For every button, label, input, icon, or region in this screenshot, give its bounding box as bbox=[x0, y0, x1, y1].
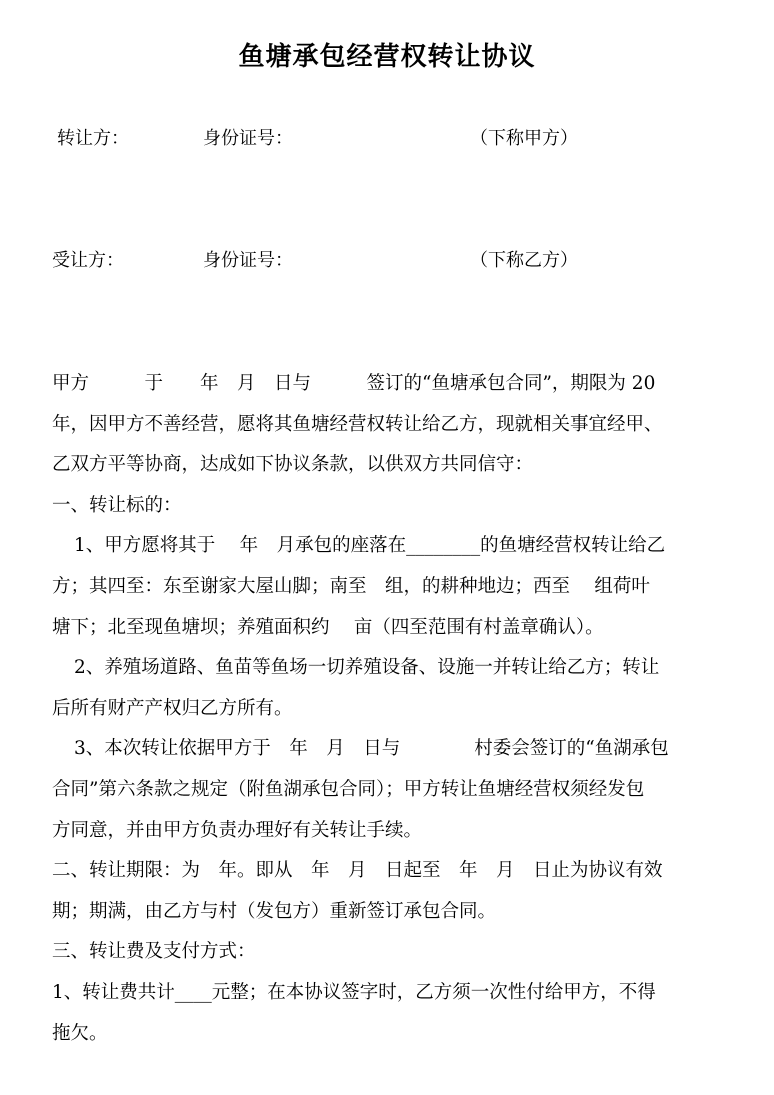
document-title: 鱼塘承包经营权转让协议 bbox=[238, 42, 536, 72]
body-line: 后所有财产产权归乙方所有。 bbox=[52, 697, 293, 719]
body-line: 拖欠。 bbox=[52, 1022, 108, 1044]
section-heading-1: 一、转让标的： bbox=[52, 494, 182, 516]
section-heading-2: 二、转让期限：为 年。即从 年 月 日起至 年 月 日止为协议有效 bbox=[52, 860, 663, 882]
body-line: 期；期满，由乙方与村（发包方）重新签订承包合同。 bbox=[52, 900, 497, 922]
body-line: 塘下；北至现鱼塘坝；养殖面积约 亩（四至范围有村盖章确认）。 bbox=[52, 616, 604, 638]
body-line: 方；其四至：东至谢家大屋山脚；南至 组，的耕种地边；西至 组荷叶 bbox=[52, 575, 650, 597]
section-heading-3: 三、转让费及支付方式： bbox=[52, 941, 256, 963]
transferor-alias: （下称甲方） bbox=[470, 128, 578, 149]
transferor-id-label: 身份证号： bbox=[203, 128, 293, 149]
transferee-id-label: 身份证号： bbox=[203, 250, 293, 271]
body-line: 乙双方平等协商，达成如下协议条款，以供双方共同信守： bbox=[52, 454, 534, 476]
body-line: 年，因甲方不善经营，愿将其鱼塘经营权转让给乙方，现就相关事宜经甲、 bbox=[52, 413, 663, 435]
transferor-label: 转让方： bbox=[57, 128, 129, 149]
body-line: 1、转让费共计____元整；在本协议签字时，乙方须一次性付给甲方，不得 bbox=[52, 981, 656, 1003]
body-line: 2、养殖场道路、鱼苗等鱼场一切养殖设备、设施一并转让给乙方；转让 bbox=[74, 657, 660, 679]
transferee-alias: （下称乙方） bbox=[470, 250, 578, 271]
contract-body bbox=[52, 370, 724, 1060]
body-line: 甲方 于 年 月 日与 签订的“鱼塘承包合同”，期限为 20 bbox=[52, 373, 656, 394]
body-line: 3、本次转让依据甲方于 年 月 日与 村委会签订的“鱼湖承包 bbox=[74, 738, 669, 760]
body-line: 方同意，并由甲方负责办理好有关转让手续。 bbox=[52, 819, 423, 841]
body-line: 1、甲方愿将其于 年 月承包的座落在________的鱼塘经营权转让给乙 bbox=[74, 535, 666, 557]
transferee-label: 受让方： bbox=[52, 250, 124, 271]
body-line: 合同”第六条款之规定（附鱼湖承包合同）；甲方转让鱼塘经营权须经发包 bbox=[52, 778, 645, 800]
